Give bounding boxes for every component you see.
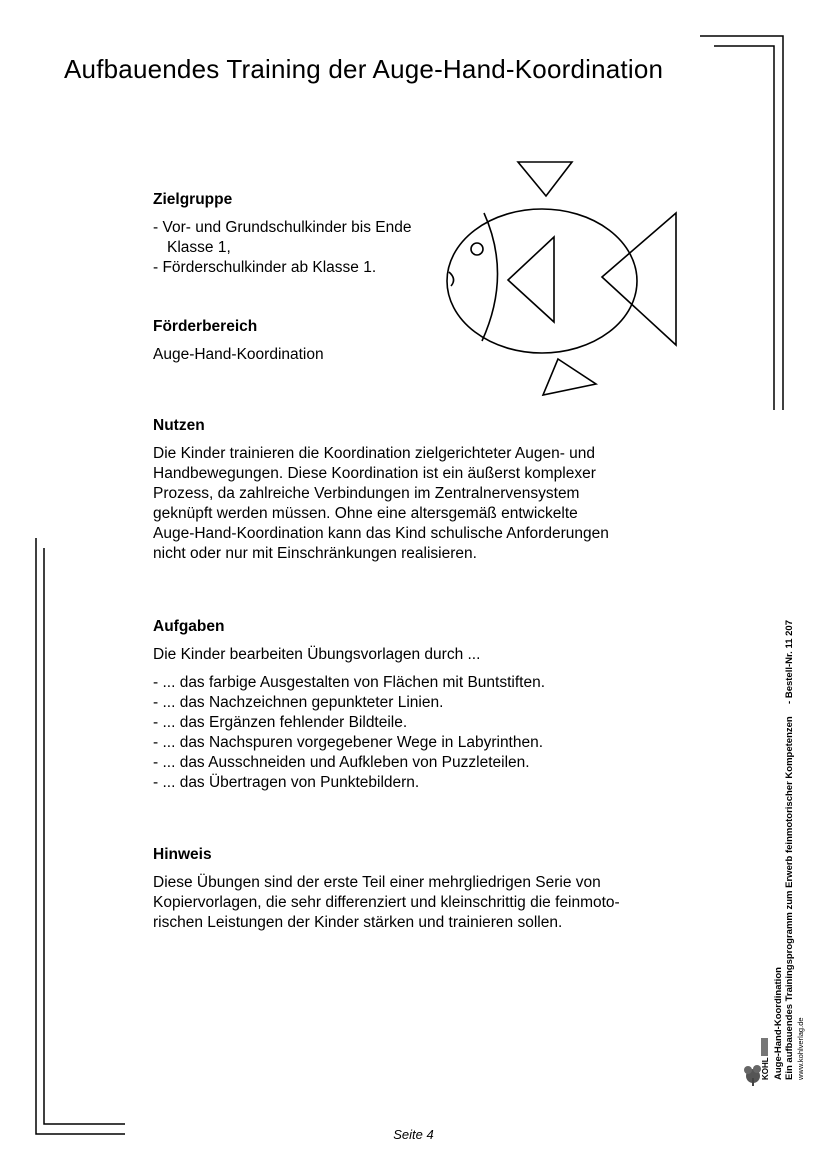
publisher-logo: [742, 1018, 772, 1093]
nutzen-line-4: geknüpft werden müssen. Ohne eine altersgemäß entwickelte: [153, 505, 578, 522]
aufgaben-item: - ... das Nachzeichnen gepunkteter Linien.: [153, 694, 444, 711]
logo-text: KOHL: [761, 1057, 770, 1080]
aufgaben-list: [153, 673, 545, 793]
fish-mouth: [449, 272, 454, 286]
section-nutzen: [153, 416, 609, 564]
heading-zielgruppe: Zielgruppe: [153, 191, 233, 208]
page-number: Seite 4: [393, 1127, 434, 1142]
section-hinweis: [153, 845, 620, 933]
nutzen-line-1: Die Kinder trainieren die Koordination zielgerichteter Augen- und: [153, 445, 596, 462]
fish-top-fin: [518, 162, 572, 196]
section-zielgruppe: [153, 190, 411, 278]
fish-body: [447, 209, 637, 353]
aufgaben-intro: Die Kinder bearbeiten Übungsvorlagen durch ...: [153, 646, 481, 663]
aufgaben-item: - ... das farbige Ausgestalten von Flächen mit Buntstiften.: [153, 674, 546, 691]
aufgaben-item: - ... das Nachspuren vorgegebener Wege in Labyrinthen.: [153, 734, 544, 751]
foerderbereich-text: Auge-Hand-Koordination: [153, 346, 324, 363]
nutzen-line-6: nicht oder nur mit Einschränkungen realisieren.: [153, 545, 477, 562]
hinweis-line-2: Kopiervorlagen, die sehr differenziert und kleinschrittig die feinmoto-: [153, 894, 620, 911]
sidebar-subtitle: Ein aufbauendes Trainingsprogramm zum Erwerb feinmotorischer Kompetenzen: [784, 716, 795, 1080]
zielgruppe-line-3: - Förderschulkinder ab Klasse 1.: [153, 259, 377, 276]
sidebar-order-number: - Bestell-Nr. 11 207: [784, 620, 795, 704]
nutzen-line-2: Handbewegungen. Diese Koordination ist ein äußerst komplexer: [153, 465, 596, 482]
aufgaben-item: - ... das Ausschneiden und Aufkleben von Puzzleteilen.: [153, 754, 530, 771]
fish-illustration: [440, 155, 680, 405]
section-foerderbereich: [153, 317, 324, 365]
fish-bottom-fin: [543, 359, 596, 395]
aufgaben-item: - ... das Übertragen von Punktebildern.: [153, 774, 420, 791]
fish-inner-triangle: [508, 237, 554, 322]
page-title: Aufbauendes Training der Auge-Hand-Koordination: [64, 54, 664, 84]
zielgruppe-line-1: - Vor- und Grundschulkinder bis Ende: [153, 219, 412, 236]
nutzen-line-3: Prozess, da zahlreiche Verbindungen im Zentralnervensystem: [153, 485, 580, 502]
sidebar-vertical-text: [773, 620, 806, 1080]
heading-foerderbereich: Förderbereich: [153, 318, 258, 335]
fish-head-line: [482, 213, 498, 341]
zielgruppe-line-2: Klasse 1,: [167, 239, 231, 256]
heading-aufgaben: Aufgaben: [153, 618, 225, 635]
heading-hinweis: Hinweis: [153, 846, 212, 863]
aufgaben-item: - ... das Ergänzen fehlender Bildteile.: [153, 714, 408, 731]
section-aufgaben: [153, 617, 545, 793]
sidebar-series-title: Auge-Hand-Koordination: [773, 967, 784, 1080]
tree-icon: [742, 1018, 772, 1088]
sidebar-url: www.kohlverlag.de: [796, 1017, 805, 1080]
hinweis-line-3: rischen Leistungen der Kinder stärken und trainieren sollen.: [153, 914, 563, 931]
heading-nutzen: Nutzen: [153, 417, 205, 434]
hinweis-line-1: Diese Übungen sind der erste Teil einer mehrgliedrigen Serie von: [153, 874, 601, 891]
fish-eye: [471, 243, 483, 255]
nutzen-line-5: Auge-Hand-Koordination kann das Kind schulische Anforderungen: [153, 525, 609, 542]
